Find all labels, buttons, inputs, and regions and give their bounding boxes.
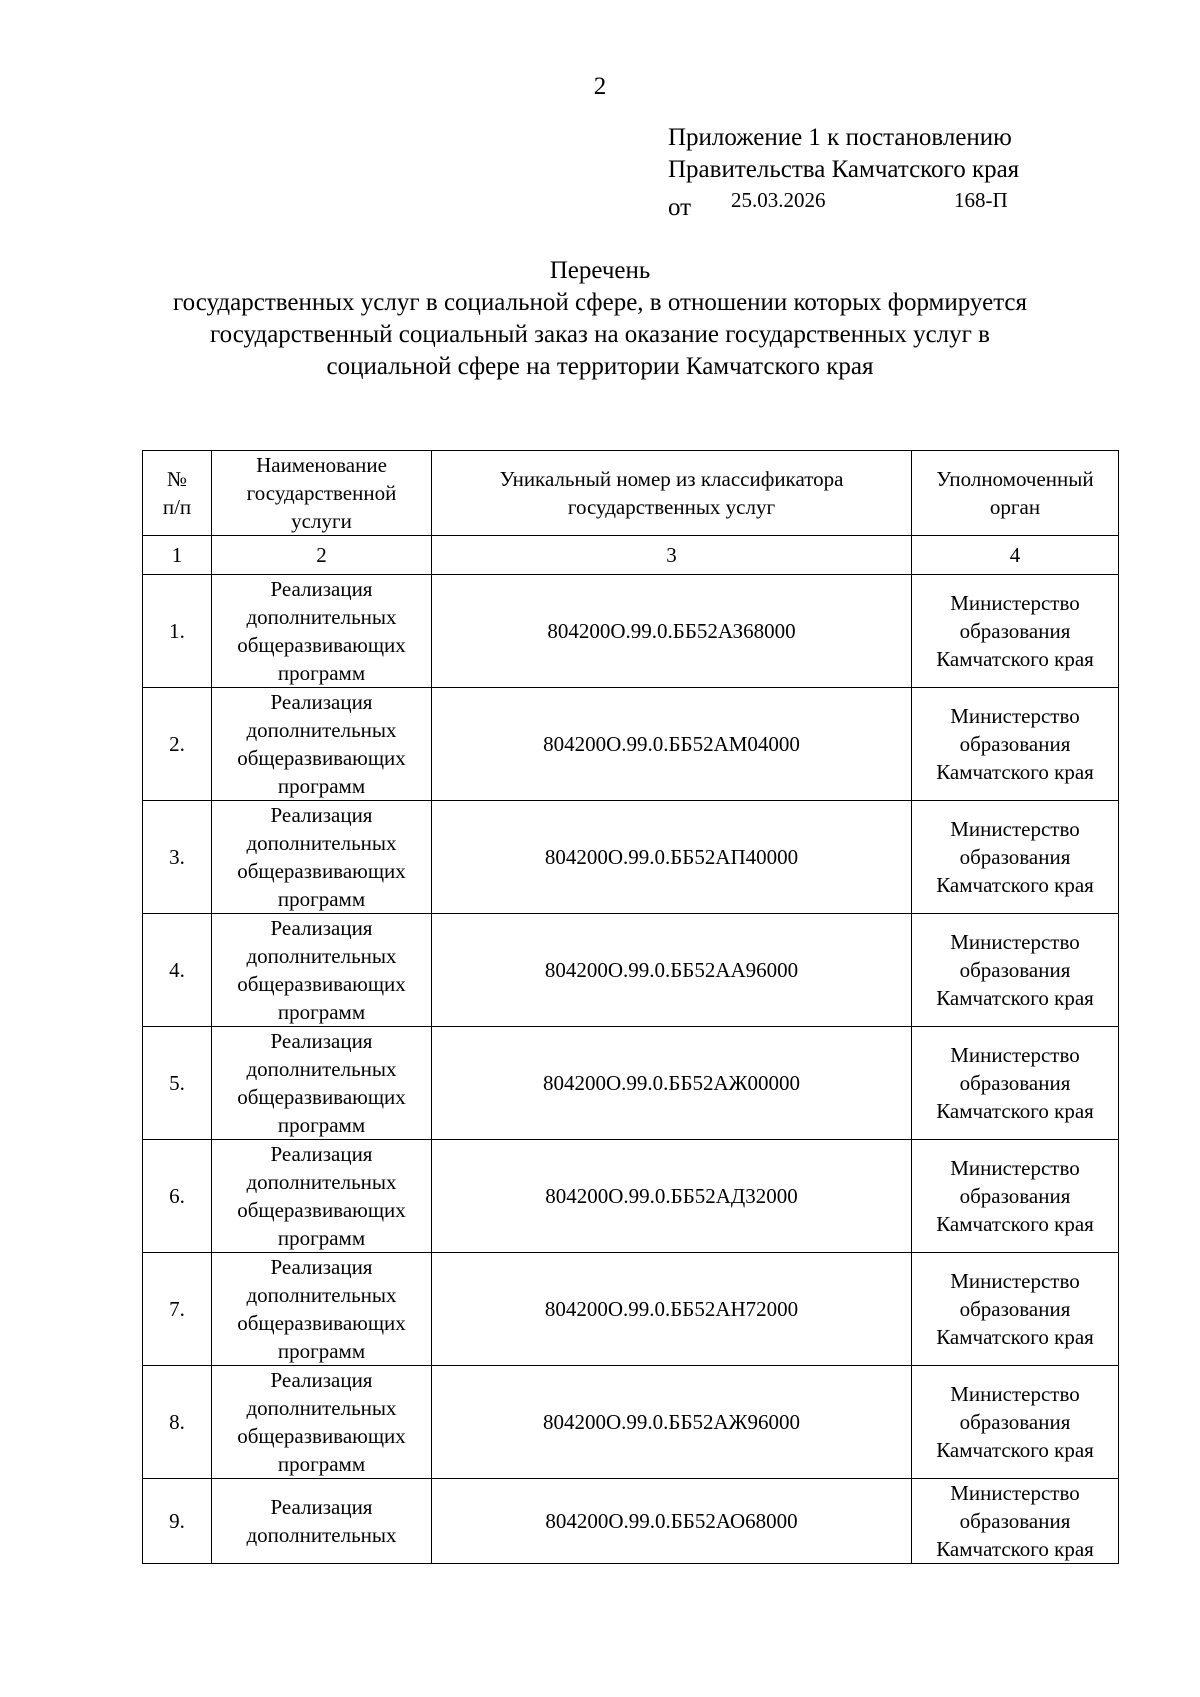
row-number-cell: 9. — [143, 1479, 212, 1564]
service-name-line: программ — [277, 887, 366, 911]
title-line-2: государственных услуг в социальной сфере, в отношении которых формируется — [172, 289, 1028, 316]
header-line: № — [166, 467, 188, 491]
authority-cell — [912, 1253, 1119, 1366]
row-number-cell: 8. — [143, 1366, 212, 1479]
header-line: Уникальный номер из классификатора — [499, 467, 844, 491]
service-name-line: общеразвивающих — [237, 859, 406, 883]
authority-line: Камчатского края — [936, 760, 1094, 784]
authority-line: Министерство — [950, 1481, 1080, 1505]
column-numbers-row — [143, 536, 1119, 575]
authority-line: Министерство — [950, 1382, 1080, 1406]
service-name-line: общеразвивающих — [237, 1424, 406, 1448]
authority-line: Камчатского края — [936, 1438, 1094, 1462]
column-number-1: 1 — [143, 536, 212, 575]
service-name-line: дополнительных — [246, 1283, 397, 1307]
authority-line: образования — [959, 1184, 1071, 1208]
document-title — [0, 255, 1200, 383]
authority-line: образования — [959, 958, 1071, 982]
authority-cell — [912, 1479, 1119, 1564]
appendix-number: 168-П — [954, 188, 1008, 212]
row-number-cell: 3. — [143, 801, 212, 914]
title-line-4: социальной сфере на территории Камчатского края — [326, 353, 874, 380]
service-name-line: программ — [277, 1113, 366, 1137]
service-name-line: Реализация — [270, 1495, 373, 1519]
authority-line: Камчатского края — [936, 1212, 1094, 1236]
header-line: государственной — [246, 481, 397, 505]
classifier-code-cell: 804200О.99.0.ББ52АН72000 — [432, 1253, 912, 1366]
service-name-line: программ — [277, 1452, 366, 1476]
service-name-line: Реализация — [270, 1029, 373, 1053]
authority-cell — [912, 801, 1119, 914]
authority-line: Министерство — [950, 1156, 1080, 1180]
authority-line: образования — [959, 1509, 1071, 1533]
authority-line: образования — [959, 1410, 1071, 1434]
classifier-code-cell: 804200О.99.0.ББ52АД32000 — [432, 1140, 912, 1253]
service-name-cell — [212, 1479, 432, 1564]
service-name-cell — [212, 688, 432, 801]
classifier-code-cell: 804200О.99.0.ББ52АЖ96000 — [432, 1366, 912, 1479]
authority-line: Камчатского края — [936, 1099, 1094, 1123]
header-col-org — [912, 451, 1119, 536]
table-row — [143, 1479, 1119, 1564]
service-name-line: общеразвивающих — [237, 1311, 406, 1335]
authority-cell — [912, 575, 1119, 688]
header-line: п/п — [162, 495, 192, 519]
row-number-cell: 6. — [143, 1140, 212, 1253]
table-row — [143, 1140, 1119, 1253]
header-line: государственных услуг — [567, 495, 776, 519]
service-name-cell — [212, 914, 432, 1027]
service-name-line: программ — [277, 1339, 366, 1363]
classifier-code-cell: 804200О.99.0.ББ52АЖ00000 — [432, 1027, 912, 1140]
authority-line: Камчатского края — [936, 1325, 1094, 1349]
header-line: орган — [989, 495, 1041, 519]
header-line: Уполномоченный — [936, 467, 1094, 491]
table-row — [143, 1366, 1119, 1479]
column-number-3: 3 — [432, 536, 912, 575]
service-name-line: общеразвивающих — [237, 746, 406, 770]
table-header-row — [143, 451, 1119, 536]
service-name-line: Реализация — [270, 1368, 373, 1392]
authority-line: Министерство — [950, 1269, 1080, 1293]
authority-line: Камчатского края — [936, 1537, 1094, 1561]
service-name-line: дополнительных — [246, 1523, 397, 1547]
authority-line: Министерство — [950, 817, 1080, 841]
appendix-date: 25.03.2026 — [731, 188, 826, 212]
row-number-cell: 4. — [143, 914, 212, 1027]
authority-line: образования — [959, 1071, 1071, 1095]
service-name-line: программ — [277, 661, 366, 685]
header-col-number — [143, 451, 212, 536]
row-number-cell: 5. — [143, 1027, 212, 1140]
authority-cell — [912, 914, 1119, 1027]
row-number-cell: 7. — [143, 1253, 212, 1366]
table-row — [143, 801, 1119, 914]
service-name-line: Реализация — [270, 1142, 373, 1166]
service-name-line: дополнительных — [246, 1396, 397, 1420]
service-name-cell — [212, 575, 432, 688]
service-name-line: Реализация — [270, 1255, 373, 1279]
authority-line: Камчатского края — [936, 986, 1094, 1010]
row-number-cell: 2. — [143, 688, 212, 801]
authority-cell — [912, 1366, 1119, 1479]
authority-line: Камчатского края — [936, 873, 1094, 897]
service-name-line: программ — [277, 774, 366, 798]
header-col-name — [212, 451, 432, 536]
authority-line: Министерство — [950, 930, 1080, 954]
service-name-cell — [212, 1253, 432, 1366]
services-table — [142, 450, 1119, 1564]
service-name-cell — [212, 1027, 432, 1140]
service-name-line: дополнительных — [246, 1170, 397, 1194]
service-name-cell — [212, 1366, 432, 1479]
service-name-cell — [212, 801, 432, 914]
row-number-cell: 1. — [143, 575, 212, 688]
authority-line: образования — [959, 1297, 1071, 1321]
table-row — [143, 1027, 1119, 1140]
authority-cell — [912, 1027, 1119, 1140]
authority-line: Камчатского края — [936, 647, 1094, 671]
service-name-line: общеразвивающих — [237, 972, 406, 996]
service-name-line: дополнительных — [246, 1057, 397, 1081]
service-name-line: программ — [277, 1226, 366, 1250]
table-body — [143, 575, 1119, 1564]
table-row — [143, 575, 1119, 688]
appendix-block — [668, 122, 1138, 221]
table-row — [143, 914, 1119, 1027]
title-line-1: Перечень — [549, 257, 651, 284]
appendix-date-row — [668, 186, 1138, 221]
classifier-code-cell: 804200О.99.0.ББ52АМ04000 — [432, 688, 912, 801]
classifier-code-cell: 804200О.99.0.ББ52АА96000 — [432, 914, 912, 1027]
service-name-line: Реализация — [270, 690, 373, 714]
appendix-ot: от — [668, 194, 692, 221]
appendix-line-2: Правительства Камчатского края — [668, 156, 1020, 183]
service-name-line: программ — [277, 1000, 366, 1024]
column-number-2: 2 — [212, 536, 432, 575]
authority-cell — [912, 688, 1119, 801]
classifier-code-cell: 804200О.99.0.ББ52АЗ68000 — [432, 575, 912, 688]
authority-line: Министерство — [950, 1043, 1080, 1067]
appendix-line-1: Приложение 1 к постановлению — [668, 124, 1012, 151]
authority-line: Министерство — [950, 591, 1080, 615]
classifier-code-cell: 804200О.99.0.ББ52АП40000 — [432, 801, 912, 914]
service-name-line: Реализация — [270, 577, 373, 601]
authority-cell — [912, 1140, 1119, 1253]
service-name-line: Реализация — [270, 916, 373, 940]
service-name-line: дополнительных — [246, 944, 397, 968]
authority-line: образования — [959, 619, 1071, 643]
table-row — [143, 1253, 1119, 1366]
service-name-line: дополнительных — [246, 718, 397, 742]
table-row — [143, 688, 1119, 801]
service-name-cell — [212, 1140, 432, 1253]
service-name-line: общеразвивающих — [237, 1085, 406, 1109]
page-number: 2 — [593, 73, 607, 100]
header-col-code — [432, 451, 912, 536]
authority-line: Министерство — [950, 704, 1080, 728]
service-name-line: Реализация — [270, 803, 373, 827]
header-line: услуги — [291, 509, 352, 533]
title-line-3: государственный социальный заказ на оказание государственных услуг в — [210, 321, 990, 348]
authority-line: образования — [959, 845, 1071, 869]
header-line: Наименование — [256, 453, 387, 477]
service-name-line: общеразвивающих — [237, 633, 406, 657]
column-number-4: 4 — [912, 536, 1119, 575]
service-name-line: дополнительных — [246, 831, 397, 855]
service-name-line: дополнительных — [246, 605, 397, 629]
classifier-code-cell: 804200О.99.0.ББ52АО68000 — [432, 1479, 912, 1564]
authority-line: образования — [959, 732, 1071, 756]
service-name-line: общеразвивающих — [237, 1198, 406, 1222]
